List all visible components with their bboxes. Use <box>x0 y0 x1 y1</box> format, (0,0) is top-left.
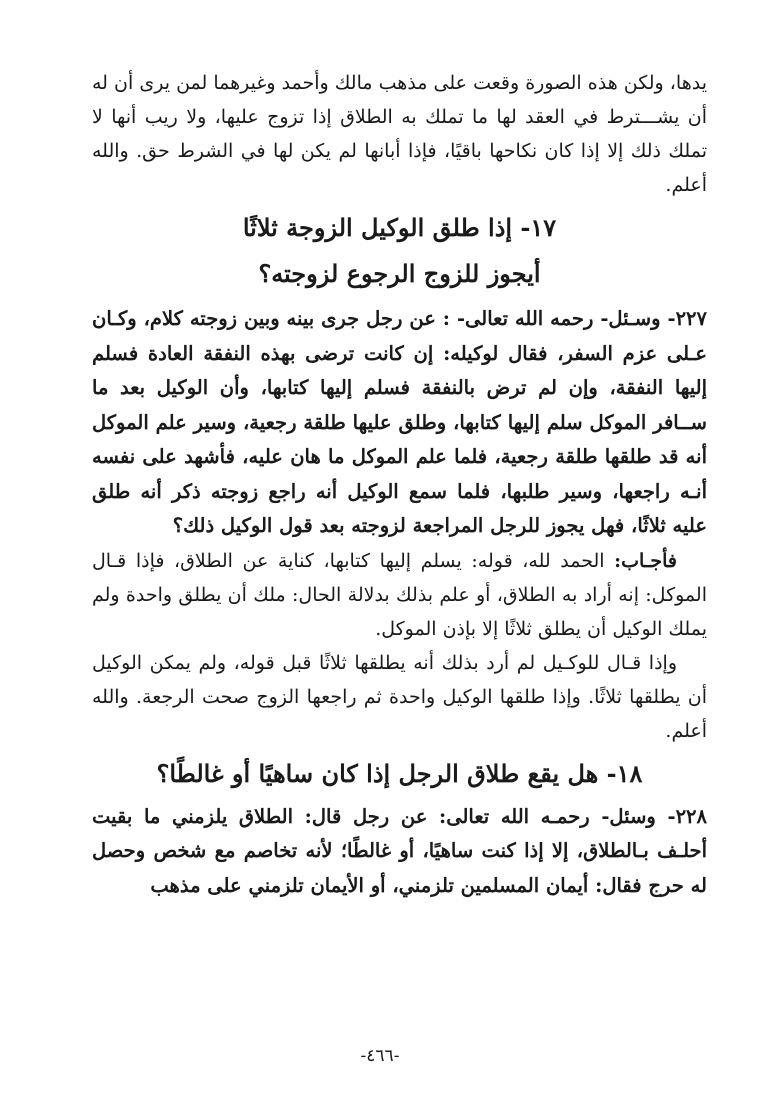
section-heading-18: ١٨- هل يقع طلاق الرجل إذا كان ساهيًا أو غالطًا؟ <box>156 758 643 788</box>
answer-227-text: الحمد لله، قوله: يسلم إليها كتابها، كناية عن الطلاق، فإذا قـال الموكل: إنه أراد به الطلاق، أو علم بذلك بدلالة الحال: ملك أن يطلق واحدة ولم يملك الوكيل أن يطلق ثلاثًا إلا بإذن الموكل. <box>92 549 707 640</box>
answer-label: فأجـاب: <box>614 549 677 572</box>
section-heading-17: ١٧- إذا طلق الوكيل الزوجة ثلاثًا <box>242 213 557 242</box>
answer-227-paragraph <box>92 544 707 646</box>
question-228: ٢٢٨- وسئل- رحمـه الله تعالى: عن رجل قال: الطلاق يلزمني ما بقيت أحلـف بـالطلاق، إلا إذا كنت ساهيًا، أو غالطًا؛ لأنه تخاصم مع شخص وحصل له حرج فقال: أيمان المسلمين تلزمني، أو الأيمان تلزمني على مذهب <box>92 804 707 897</box>
page-number: -٤٦٦- <box>360 1046 400 1066</box>
answer-227-continuation: وإذا قـال للوكـيل لم أرد بذلك أنه يطلقها ثلاثًا قبل قوله، ولم يمكن الوكيل أن يطلقها ثلاثًا. وإذا طلقها الوكيل واحدة ثم راجعها الزوج صحت الرجعة. والله أعلم. <box>92 651 707 742</box>
section-subheading-17: أيجوز للزوج الرجوع لزوجته؟ <box>258 259 541 288</box>
question-227: ٢٢٧- وسـئل- رحمه الله تعالى- : عن رجل جرى بينه وبين زوجته كلام، وكـان عـلى عزم السفر، فقال لوكيله: إن كانت ترضى بهذه النفقة العادة فسلم إليها النفقة، وإن لم ترض بالنفقة فسلم إليها كتابها، وأن الوكيل بعد ما ســافر الموكل سلم إليها كتابها، وطلق عليها طلقة رجعية، وسير علم الموكل أنه قد طلقها طلقة رجعية، فلما علم الموكل ما هان عليه، فأشهد على نفسه أنـه راجعها، وسير طلبها، فلما سمع الوكيل أنه راجع زوجته ذكر أنه طلق عليه ثلاثًا، فهل يجوز للرجل المراجعة لزوجته بعد قول الوكيل ذلك؟ <box>92 307 707 537</box>
page-body <box>92 66 707 903</box>
paragraph-continuation: يدها، ولكن هذه الصورة وقعت على مذهب مالك وأحمد وغيرهما لمن يرى أن له أن يشـــترط في العقد لها ما تملك به الطلاق إذا تزوج عليها، ولا ريب أنها لا تملك ذلك إلا إذا كان نكاحها باقيًا، فإذا أبانها لم يكن لها في الشرط حق. والله أعلم. <box>92 72 707 196</box>
